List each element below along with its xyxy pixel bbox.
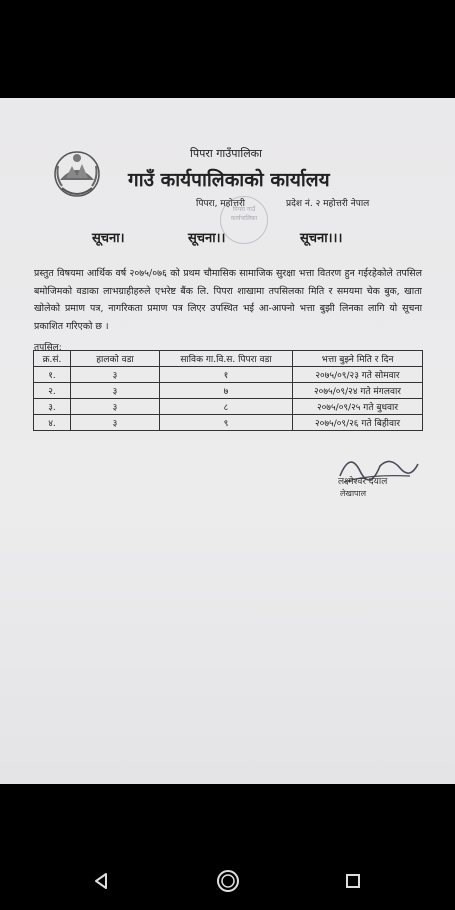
cell-sn: २. <box>34 383 71 399</box>
signatory-name: लक्ष्मेश्वर दयाल <box>338 477 388 487</box>
table-row <box>34 367 423 383</box>
recents-square-icon[interactable] <box>338 866 368 896</box>
cell-current-ward: ३ <box>71 415 160 431</box>
notice-body: प्रस्तुत विषयमा आर्थिक वर्ष २०७५/०७६ को प्रथम चौमासिक सामाजिक सुरक्षा भत्ता वितरण हुन गईरहेकोले तपसिल बमोजिमको वडाका लाभग्राहीहरुले एभरेष्ट बैंक लि. पिपरा शाखामा तपसिलका मिति र समयमा चेक बुक, खाता खोलेको प्रमाण पत्र, नागरिकता प्रमाण पत्र लिएर उपस्थित भई आ-आफ्नो भत्ता बुझी लिनका लागि यो सूचना प्रकाशित गरिएको छ । <box>34 268 422 332</box>
cell-date-day: २०७५/०९/२६ गते बिहीवार <box>293 415 423 431</box>
cell-sn: ३. <box>34 399 71 415</box>
cell-sn: ४. <box>34 415 71 431</box>
table-label: तपसिल: <box>34 343 62 353</box>
header-date-day: भत्ता बुझ्ने मिति र दिन <box>293 351 423 367</box>
cell-sn: १. <box>34 367 71 383</box>
government-emblem-icon <box>52 148 102 204</box>
table-row <box>34 415 423 431</box>
cell-current-ward: ३ <box>71 383 160 399</box>
table-row <box>34 399 423 415</box>
home-circle-icon[interactable] <box>213 866 243 896</box>
table-header-row <box>34 351 423 367</box>
header-sn: क्र.सं. <box>34 351 71 367</box>
address-right: प्रदेश नं. २ महोत्तरी नेपाल <box>286 199 370 209</box>
notice-heading-1: सूचना। <box>92 231 125 246</box>
signatory-title: लेखापाल <box>340 489 367 498</box>
cell-current-ward: ३ <box>71 367 160 383</box>
notice-heading-2: सूचना।। <box>188 231 226 246</box>
notice-heading-3: सूचना।।। <box>300 231 343 246</box>
header-former-ward: साविक गा.वि.स. पिपरा वडा <box>160 351 293 367</box>
cell-former-ward: १ <box>160 367 293 383</box>
cell-current-ward: ३ <box>71 399 160 415</box>
header-current-ward: हालको वडा <box>71 351 160 367</box>
address-left: पिपरा, महोत्तरी <box>196 199 246 209</box>
cell-date-day: २०७५/०९/२४ गते मंगलवार <box>293 383 423 399</box>
municipality-name: पिपरा गाउँपालिका <box>190 147 262 160</box>
back-triangle-icon[interactable] <box>86 866 116 896</box>
cell-date-day: २०७५/०९/२५ गते बुधवार <box>293 399 423 415</box>
cell-former-ward: ७ <box>160 383 293 399</box>
office-stamp: पिपरा गाउँ कार्यपालिका <box>220 196 268 244</box>
table-row <box>34 383 423 399</box>
office-title: गाउँ कार्यपालिकाको कार्यालय <box>128 169 330 191</box>
cell-former-ward: ९ <box>160 415 293 431</box>
cell-former-ward: ८ <box>160 399 293 415</box>
schedule-table <box>33 350 423 431</box>
cell-date-day: २०७५/०९/२३ गते सोमवार <box>293 367 423 383</box>
android-nav-bar <box>0 850 455 910</box>
